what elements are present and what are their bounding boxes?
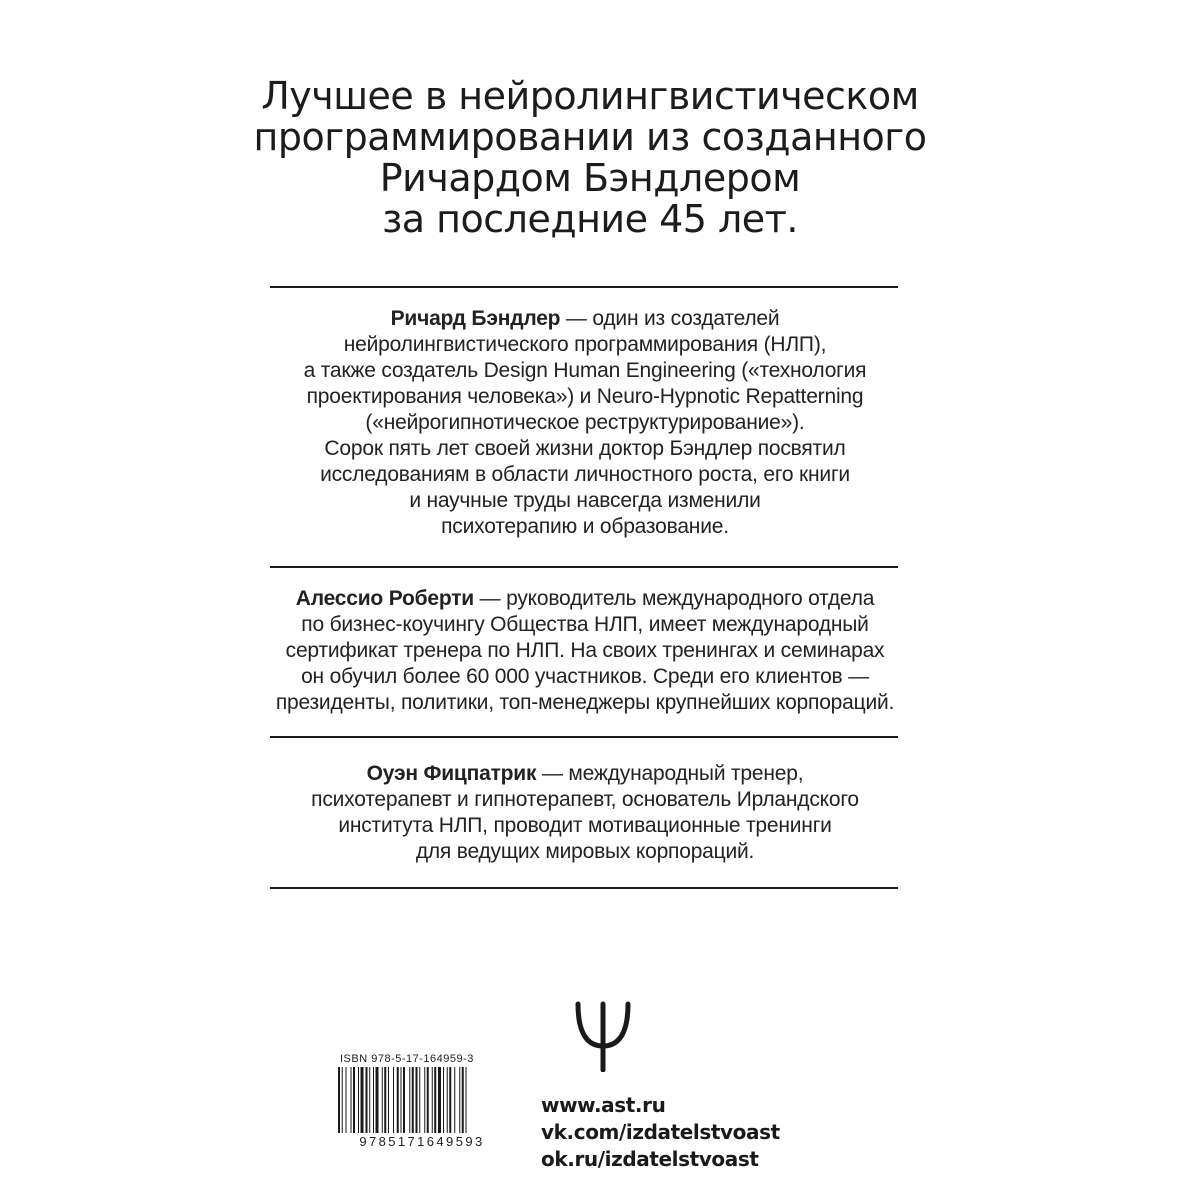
bio-first-line	[230, 586, 940, 612]
vk-link[interactable]: vk.com/izdatelstvoast	[541, 1120, 780, 1144]
bio-line: («нейрогипнотическое реструктурирование»).	[365, 411, 805, 434]
bio-text: — руководитель международного отдела	[474, 587, 875, 610]
author-name: Оуэн Фицпатрик	[366, 762, 537, 785]
bio-line: института НЛП, проводит мотивационные тренинги	[338, 814, 832, 837]
barcode-digits: 9785171649593	[338, 1134, 506, 1149]
publisher-links	[541, 1092, 780, 1173]
headline-line: Ричардом Бэндлером	[379, 156, 801, 200]
bio-text: — международный тренер,	[536, 762, 804, 785]
headline-line: Лучшее в нейролингвистическом	[261, 74, 919, 118]
bio-line: проектирования человека») и Neuro-Hypnotic Repatterning	[306, 385, 864, 408]
bio-line: сертификат тренера по НЛП. На своих тренингах и семинарах	[285, 639, 885, 662]
bio-line: президенты, политики, топ-менеджеры крупнейших корпораций.	[275, 691, 895, 714]
ok-link[interactable]: ok.ru/izdatelstvoast	[541, 1147, 759, 1171]
divider	[270, 566, 898, 568]
bio-first-line	[230, 761, 940, 787]
author-bio-roberti	[230, 586, 940, 716]
isbn-label: ISBN 978-5-17-164959-3	[340, 1053, 474, 1065]
bio-line: и научные труды навсегда изменили	[409, 489, 761, 512]
bio-line: для ведущих мировых корпораций.	[415, 840, 755, 863]
headline	[200, 76, 980, 240]
headline-line: за последние 45 лет.	[382, 197, 798, 241]
author-bio-fitzpatrick	[230, 761, 940, 865]
bio-line: по бизнес-коучингу Общества НЛП, имеет международный	[301, 613, 869, 636]
headline-line: программировании из созданного	[253, 115, 927, 159]
bio-text: — один из создателей	[560, 307, 780, 330]
divider	[270, 736, 898, 738]
author-name: Алессио Роберти	[295, 587, 475, 610]
bio-line: нейролингвистического программирования (НЛП),	[343, 333, 827, 356]
website-link[interactable]: www.ast.ru	[541, 1093, 666, 1117]
bio-line: психотерапию и образование.	[441, 515, 729, 538]
bio-line: психотерапевт и гипнотерапевт, основатель Ирландского	[311, 788, 859, 811]
author-bio-bandler	[230, 306, 940, 540]
divider	[270, 887, 898, 889]
bio-line: исследованиям в области личностного роста, его книги	[320, 463, 850, 486]
psi-trident-icon	[572, 1000, 634, 1072]
bio-line: Сорок пять лет своей жизни доктор Бэндлер посвятил	[324, 437, 846, 460]
divider	[270, 286, 898, 288]
author-name: Ричард Бэндлер	[390, 307, 561, 330]
bio-first-line	[230, 306, 940, 332]
bio-line: он обучил более 60 000 участников. Среди его клиентов —	[301, 665, 869, 688]
bio-line: а также создатель Design Human Engineering («технология	[303, 359, 867, 382]
